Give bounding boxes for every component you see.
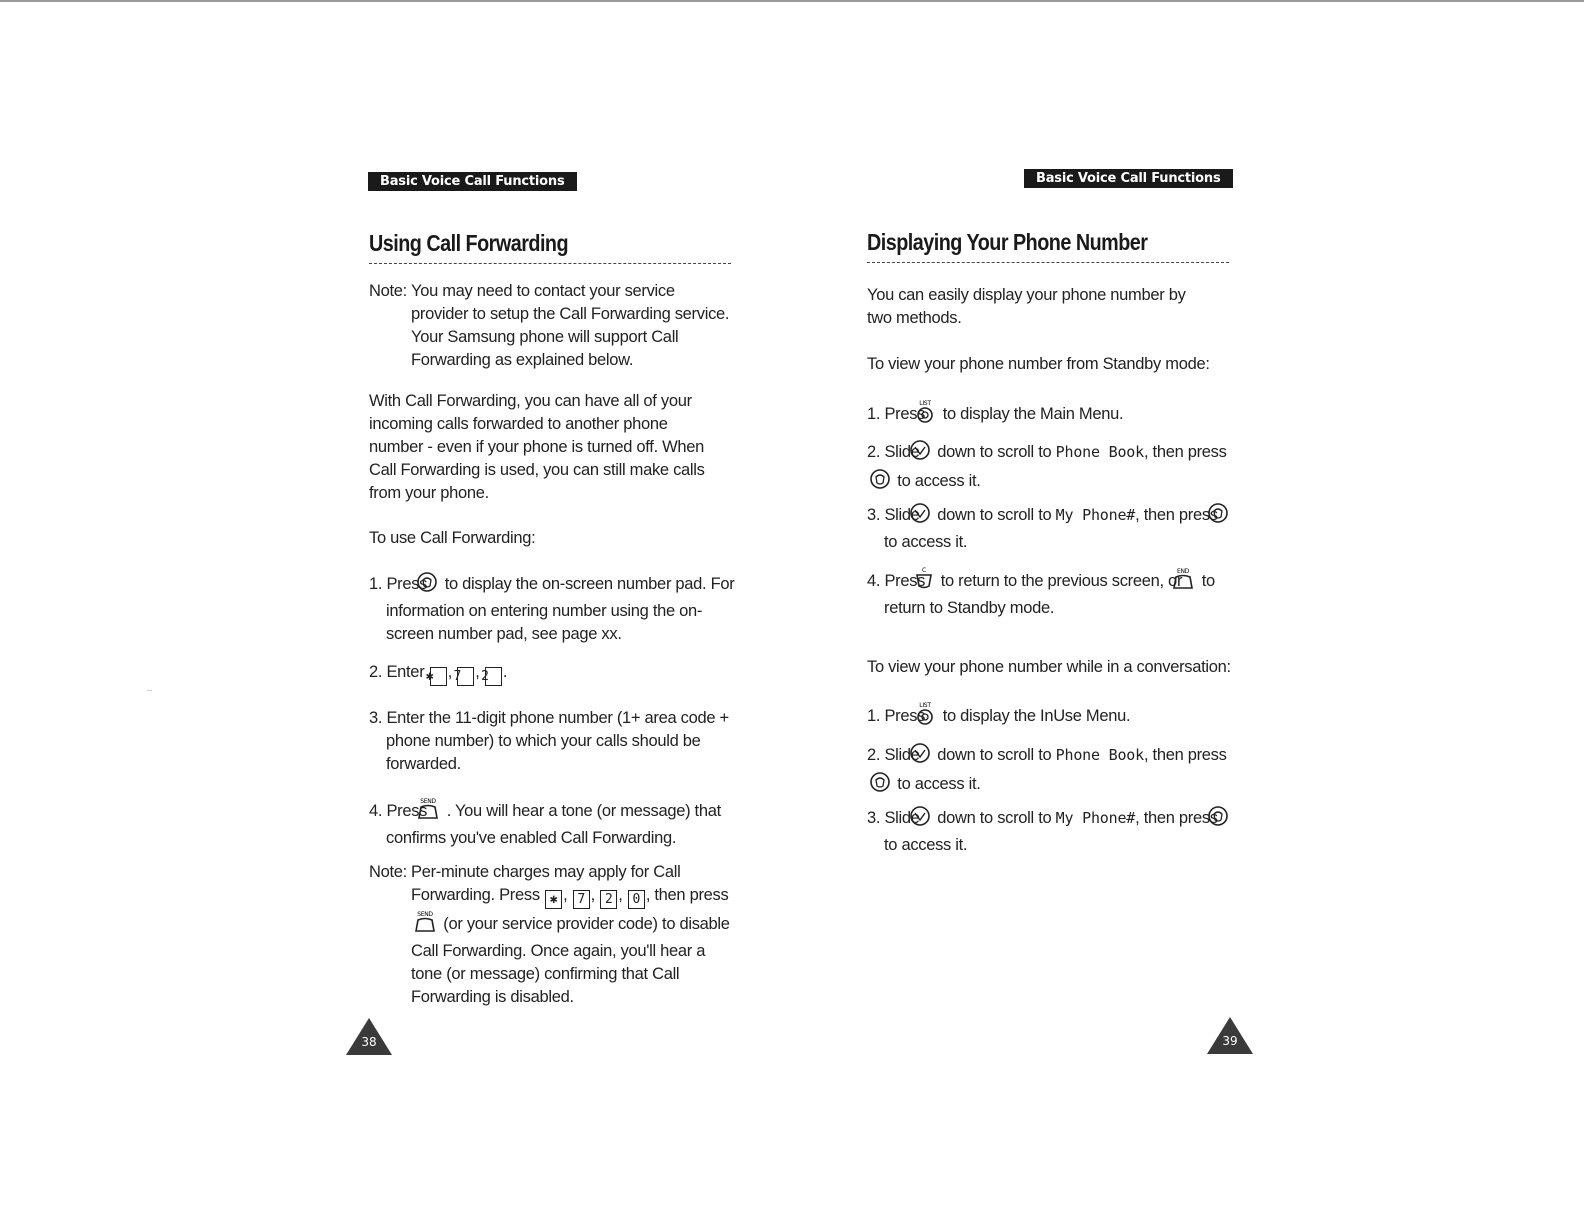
menu-item-text: My Phone# <box>1055 809 1136 827</box>
step-text: 2. Enter <box>369 663 425 681</box>
section-tag: Basic Voice Call Functions <box>1024 169 1233 188</box>
standby-step-4 <box>867 566 1244 620</box>
svg-text:SEND: SEND <box>420 798 437 805</box>
step-text: 1. Press <box>867 707 926 725</box>
scroll-key-icon <box>926 502 931 531</box>
key-2-icon: 2 <box>600 890 617 909</box>
star-key-icon: ✱ <box>545 890 562 909</box>
step-text: down to scroll to <box>937 746 1052 764</box>
step-text: to access it. <box>884 836 968 854</box>
step-text: to display the Main Menu. <box>942 405 1124 423</box>
end-key-icon <box>1177 566 1195 597</box>
step-text: . You will hear a tone (or message) that confirms you've enabled Call Forwarding. <box>386 802 721 847</box>
step-text: , then press <box>1135 506 1218 524</box>
conversation-heading: To view your phone number while in a conversation: <box>867 658 1231 676</box>
step-text: down to scroll to <box>937 506 1052 524</box>
step-2 <box>369 661 741 686</box>
menu-item-text: My Phone# <box>1055 506 1136 524</box>
step-text: 3. Slide <box>867 809 920 827</box>
key-0-icon: 0 <box>628 890 645 909</box>
step-text: down to scroll to <box>937 809 1052 827</box>
svg-text:LIST: LIST <box>919 400 932 407</box>
step-text: to access it. <box>897 775 981 793</box>
clear-key-icon <box>922 566 934 597</box>
key-7-icon: 7 <box>573 890 590 909</box>
svg-text:END: END <box>1177 568 1190 575</box>
note-text-part: , then press <box>645 886 729 904</box>
note-text: You may need to contact your service provider to setup the Call Forwarding service. Your Samsung phone will support Call Forwarding as explained below. <box>411 282 730 369</box>
page-number: 39 <box>1222 1034 1238 1048</box>
send-key-icon <box>420 796 440 827</box>
conversation-step-1 <box>867 701 1239 732</box>
step-text: to display the InUse Menu. <box>942 707 1131 725</box>
top-border-line <box>0 0 1584 2</box>
step-text: to return to Standby mode. <box>884 572 1215 617</box>
step-3: 3. Enter the 11-digit phone number (1+ area code + phone number) to which your calls should be forwarded. <box>369 709 729 773</box>
step-text: to display the on-screen number pad. For information on entering number using the on-screen number pad, see page xx. <box>386 575 735 643</box>
note-label: Note: <box>369 863 407 881</box>
step-text: 2. Slide <box>867 443 920 461</box>
page-number: 38 <box>361 1035 377 1049</box>
page-title: Displaying Your Phone Number <box>867 229 1148 255</box>
separator: , <box>475 663 480 681</box>
list-key-icon <box>919 701 936 732</box>
list-key-icon <box>919 399 936 430</box>
note-2-paragraph <box>369 861 731 1009</box>
note-text: Per-minute charges may apply for Call Forwarding. Press ✱ , 7 , 2 , 0 , then press SEND (or your service provider code) to disable Call Forwarding. Once again, you'll hear a tone (or message) confirming that Call Forwarding is disabled. <box>411 863 730 1006</box>
step-4 <box>369 796 748 850</box>
step-text: , then press <box>1143 443 1227 461</box>
procedure-heading: To use Call Forwarding: <box>369 529 536 547</box>
intro-paragraph: You can easily display your phone number by two methods. <box>867 286 1186 327</box>
step-text: 2. Slide <box>867 746 920 764</box>
step-text: 4. Press <box>867 572 926 590</box>
standby-step-3 <box>867 502 1239 554</box>
title-underline <box>867 262 1229 263</box>
note-label: Note: <box>369 282 407 300</box>
step-text: 3. Slide <box>867 506 920 524</box>
standby-step-1 <box>867 399 1239 430</box>
menu-item-text: Phone Book <box>1055 746 1144 764</box>
step-text: to access it. <box>897 472 981 490</box>
key-2-icon: 2 <box>485 667 502 686</box>
select-key-icon <box>433 571 438 600</box>
title-underline <box>369 263 731 264</box>
section-tag: Basic Voice Call Functions <box>368 172 577 191</box>
page-title: Using Call Forwarding <box>369 230 569 256</box>
send-key-icon <box>413 909 437 940</box>
standby-heading: To view your phone number from Standby mode: <box>867 355 1210 373</box>
key-7-icon: 7 <box>457 667 474 686</box>
menu-item-text: Phone Book <box>1055 443 1144 461</box>
intro-paragraph: With Call Forwarding, you can have all of your incoming calls forwarded to another phone number - even if your phone is turned off. When Call Forwarding is used, you can still make calls from your phone. <box>369 392 705 502</box>
select-key-icon <box>1224 502 1229 531</box>
step-text: 4. Press <box>369 802 428 820</box>
step-text: down to scroll to <box>937 443 1052 461</box>
star-key-icon: ✱ <box>430 667 447 686</box>
separator: , <box>447 663 452 681</box>
step-1 <box>369 571 741 646</box>
step-text: , then press <box>1143 746 1227 764</box>
page-number-triangle <box>1207 1017 1253 1055</box>
page-number-triangle <box>346 1018 392 1056</box>
svg-text:C: C <box>922 567 927 574</box>
scroll-key-icon <box>926 742 931 771</box>
note-text-part: Per-minute charges may apply for Call Forwarding. Press <box>411 863 681 904</box>
step-text: , then press <box>1135 809 1218 827</box>
step-text: 1. Press <box>867 405 926 423</box>
step-text: to return to the previous screen, or <box>940 572 1183 590</box>
note-paragraph <box>369 280 734 372</box>
scan-mark <box>147 690 152 691</box>
step-text: to access it. <box>884 533 968 551</box>
separator: . <box>502 663 508 681</box>
select-key-icon <box>1224 805 1229 834</box>
standby-step-2 <box>867 439 1239 497</box>
scroll-key-icon <box>926 439 931 468</box>
note-text-part: (or your service provider code) to disable Call Forwarding. Once again, you'll hear a tone (or message) confirming that Call Forwarding is disabled. <box>411 915 730 1006</box>
step-text: 1. Press <box>369 575 428 593</box>
svg-text:SEND: SEND <box>417 911 433 918</box>
conversation-step-2 <box>867 742 1239 800</box>
scroll-key-icon <box>926 805 931 834</box>
conversation-step-3 <box>867 805 1239 857</box>
svg-text:LIST: LIST <box>919 702 932 709</box>
select-key-icon <box>886 771 891 800</box>
select-key-icon <box>886 468 891 497</box>
